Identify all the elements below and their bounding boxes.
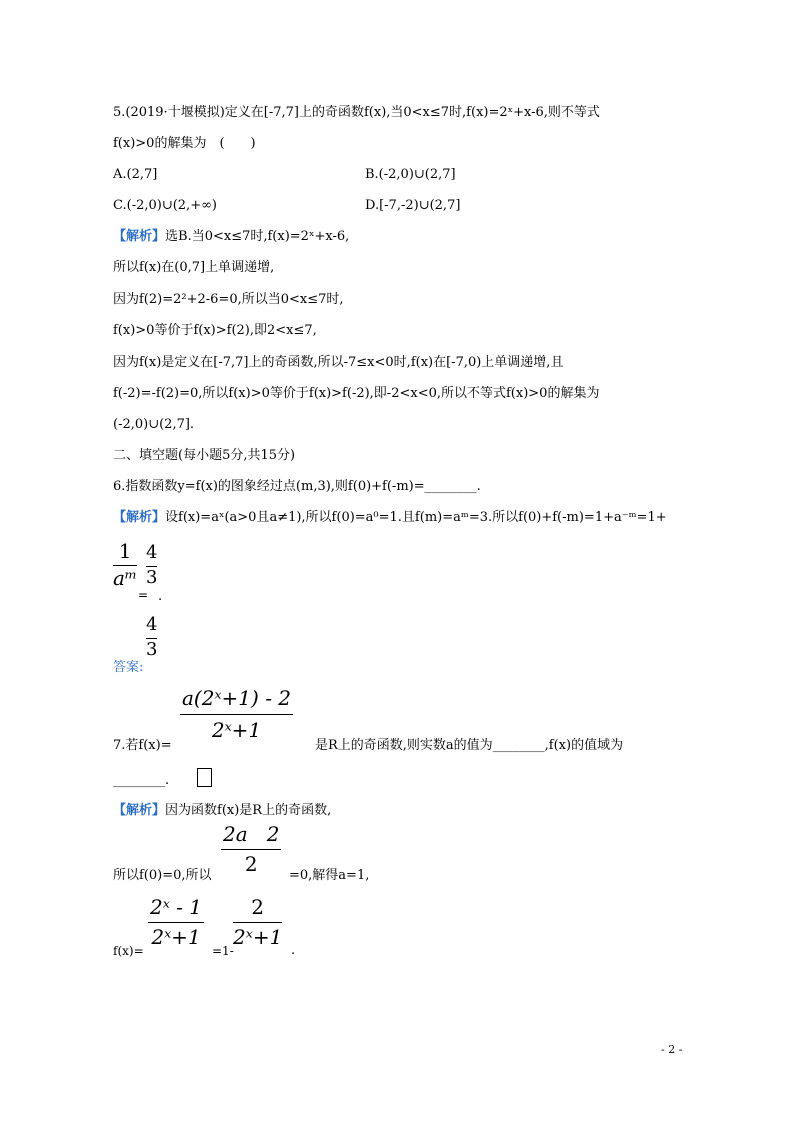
q7-solution-line2b: =0,解得a=1,: [289, 868, 370, 883]
fraction-denominator: 2ˣ+1: [211, 718, 262, 742]
q7-fraction-2a-over-2: [221, 824, 281, 874]
q7-period: .: [291, 943, 296, 958]
q7-fraction-2x-minus-1: [148, 897, 204, 947]
q5-option-a: A.(2,7]: [113, 167, 158, 182]
q7-solution-line1: [113, 801, 331, 821]
fraction-numerator: 2: [251, 895, 265, 919]
q7-solution-text1: 因为函数f(x)是R上的奇函数,: [165, 803, 332, 818]
solution-tag: 【解析】: [113, 510, 166, 525]
q5-stem-line1: 5.(2019·十堰模拟)定义在[-7,7]上的奇函数f(x),当0<x≤7时,f(x)=2ˣ+x-6,则不等式: [113, 105, 600, 120]
solution-tag: 【解析】: [113, 229, 166, 244]
fraction-numerator: a(2ˣ+1) - 2: [182, 686, 292, 710]
fraction-denominator: 2ˣ+1: [233, 925, 283, 949]
q6-fraction-4-over-3: [146, 544, 157, 587]
fraction-denominator: 3: [146, 567, 158, 588]
q7-equals-one-minus: =1-: [212, 944, 234, 958]
q7-blank-range: ________.: [113, 773, 170, 788]
q6-answer-label: 答案:: [113, 660, 144, 675]
q6-period: .: [158, 589, 163, 604]
q7-solution-line2a: 所以f(0)=0,所以: [113, 868, 212, 883]
fraction-numerator: 2ˣ - 1: [150, 895, 203, 919]
q5-solution-line6: f(-2)=-f(2)=0,所以f(x)>0等价于f(x)>f(-2),即-2<x<0,所以不等式f(x)>0的解集为: [113, 386, 600, 401]
q6-equals: =: [138, 588, 149, 602]
q6-answer-fraction: [146, 616, 157, 659]
section-heading: 二、填空题(每小题5分,共15分): [113, 448, 296, 463]
q5-solution-line1: [113, 227, 349, 247]
q7-stem-rest: 是R上的奇函数,则实数a的值为________,f(x)的值域为: [315, 738, 624, 753]
q6-stem: 6.指数函数y=f(x)的图象经过点(m,3),则f(0)+f(-m)=________.: [113, 479, 481, 494]
fraction-denominator: 2ˣ+1: [151, 925, 201, 949]
q5-stem-line2: f(x)>0的解集为 ( ): [113, 136, 256, 151]
fraction-numerator: 1: [118, 539, 132, 563]
q5-solution-text1: 选B.当0<x≤7时,f(x)=2ˣ+x-6,: [165, 229, 350, 244]
q6-solution-line1: [113, 508, 667, 528]
q5-solution-line7: (-2,0)∪(2,7].: [113, 417, 195, 432]
q5-option-c: C.(-2,0)∪(2,+∞): [113, 198, 217, 213]
fraction-numerator: 2a 2: [223, 822, 280, 846]
q7-fraction-2-over-2x-plus-1: [233, 897, 282, 947]
placeholder-box-icon: [197, 768, 212, 787]
q5-solution-line2: 所以f(x)在(0,7]上单调递增,: [113, 260, 275, 275]
q5-solution-line5: 因为f(x)是定义在[-7,7]上的奇函数,所以-7≤x<0时,f(x)在[-7,0)上单调递增,且: [113, 355, 564, 370]
fraction-numerator: 4: [146, 542, 158, 563]
q5-solution-line3: 因为f(2)=2²+2-6=0,所以当0<x≤7时,: [113, 292, 344, 307]
fraction-denominator: 2: [244, 852, 258, 876]
page-number: - 2 -: [661, 1043, 683, 1056]
q7-fx-label: f(x)=: [113, 944, 144, 958]
fraction-denominator: 3: [146, 639, 158, 660]
fraction-numerator: 4: [146, 614, 158, 635]
q7-function-fraction: [180, 688, 293, 740]
q5-solution-line4: f(x)>0等价于f(x)>f(2),即2<x≤7,: [113, 323, 317, 338]
q6-solution-text1: 设f(x)=aˣ(a>0且a≠1),所以f(0)=a⁰=1.且f(m)=aᵐ=3.所以f(0)+f(-m)=1+a⁻ᵐ=1+: [165, 510, 667, 525]
solution-tag: 【解析】: [113, 803, 166, 818]
q5-option-d: D.[-7,-2)∪(2,7]: [365, 198, 461, 213]
fraction-denominator: aᵐ: [113, 566, 138, 590]
q5-option-b: B.(-2,0)∪(2,7]: [365, 167, 456, 182]
q6-fraction-1-over-am: [113, 541, 137, 588]
q7-stem-lead: 7.若f(x)=: [113, 738, 172, 753]
